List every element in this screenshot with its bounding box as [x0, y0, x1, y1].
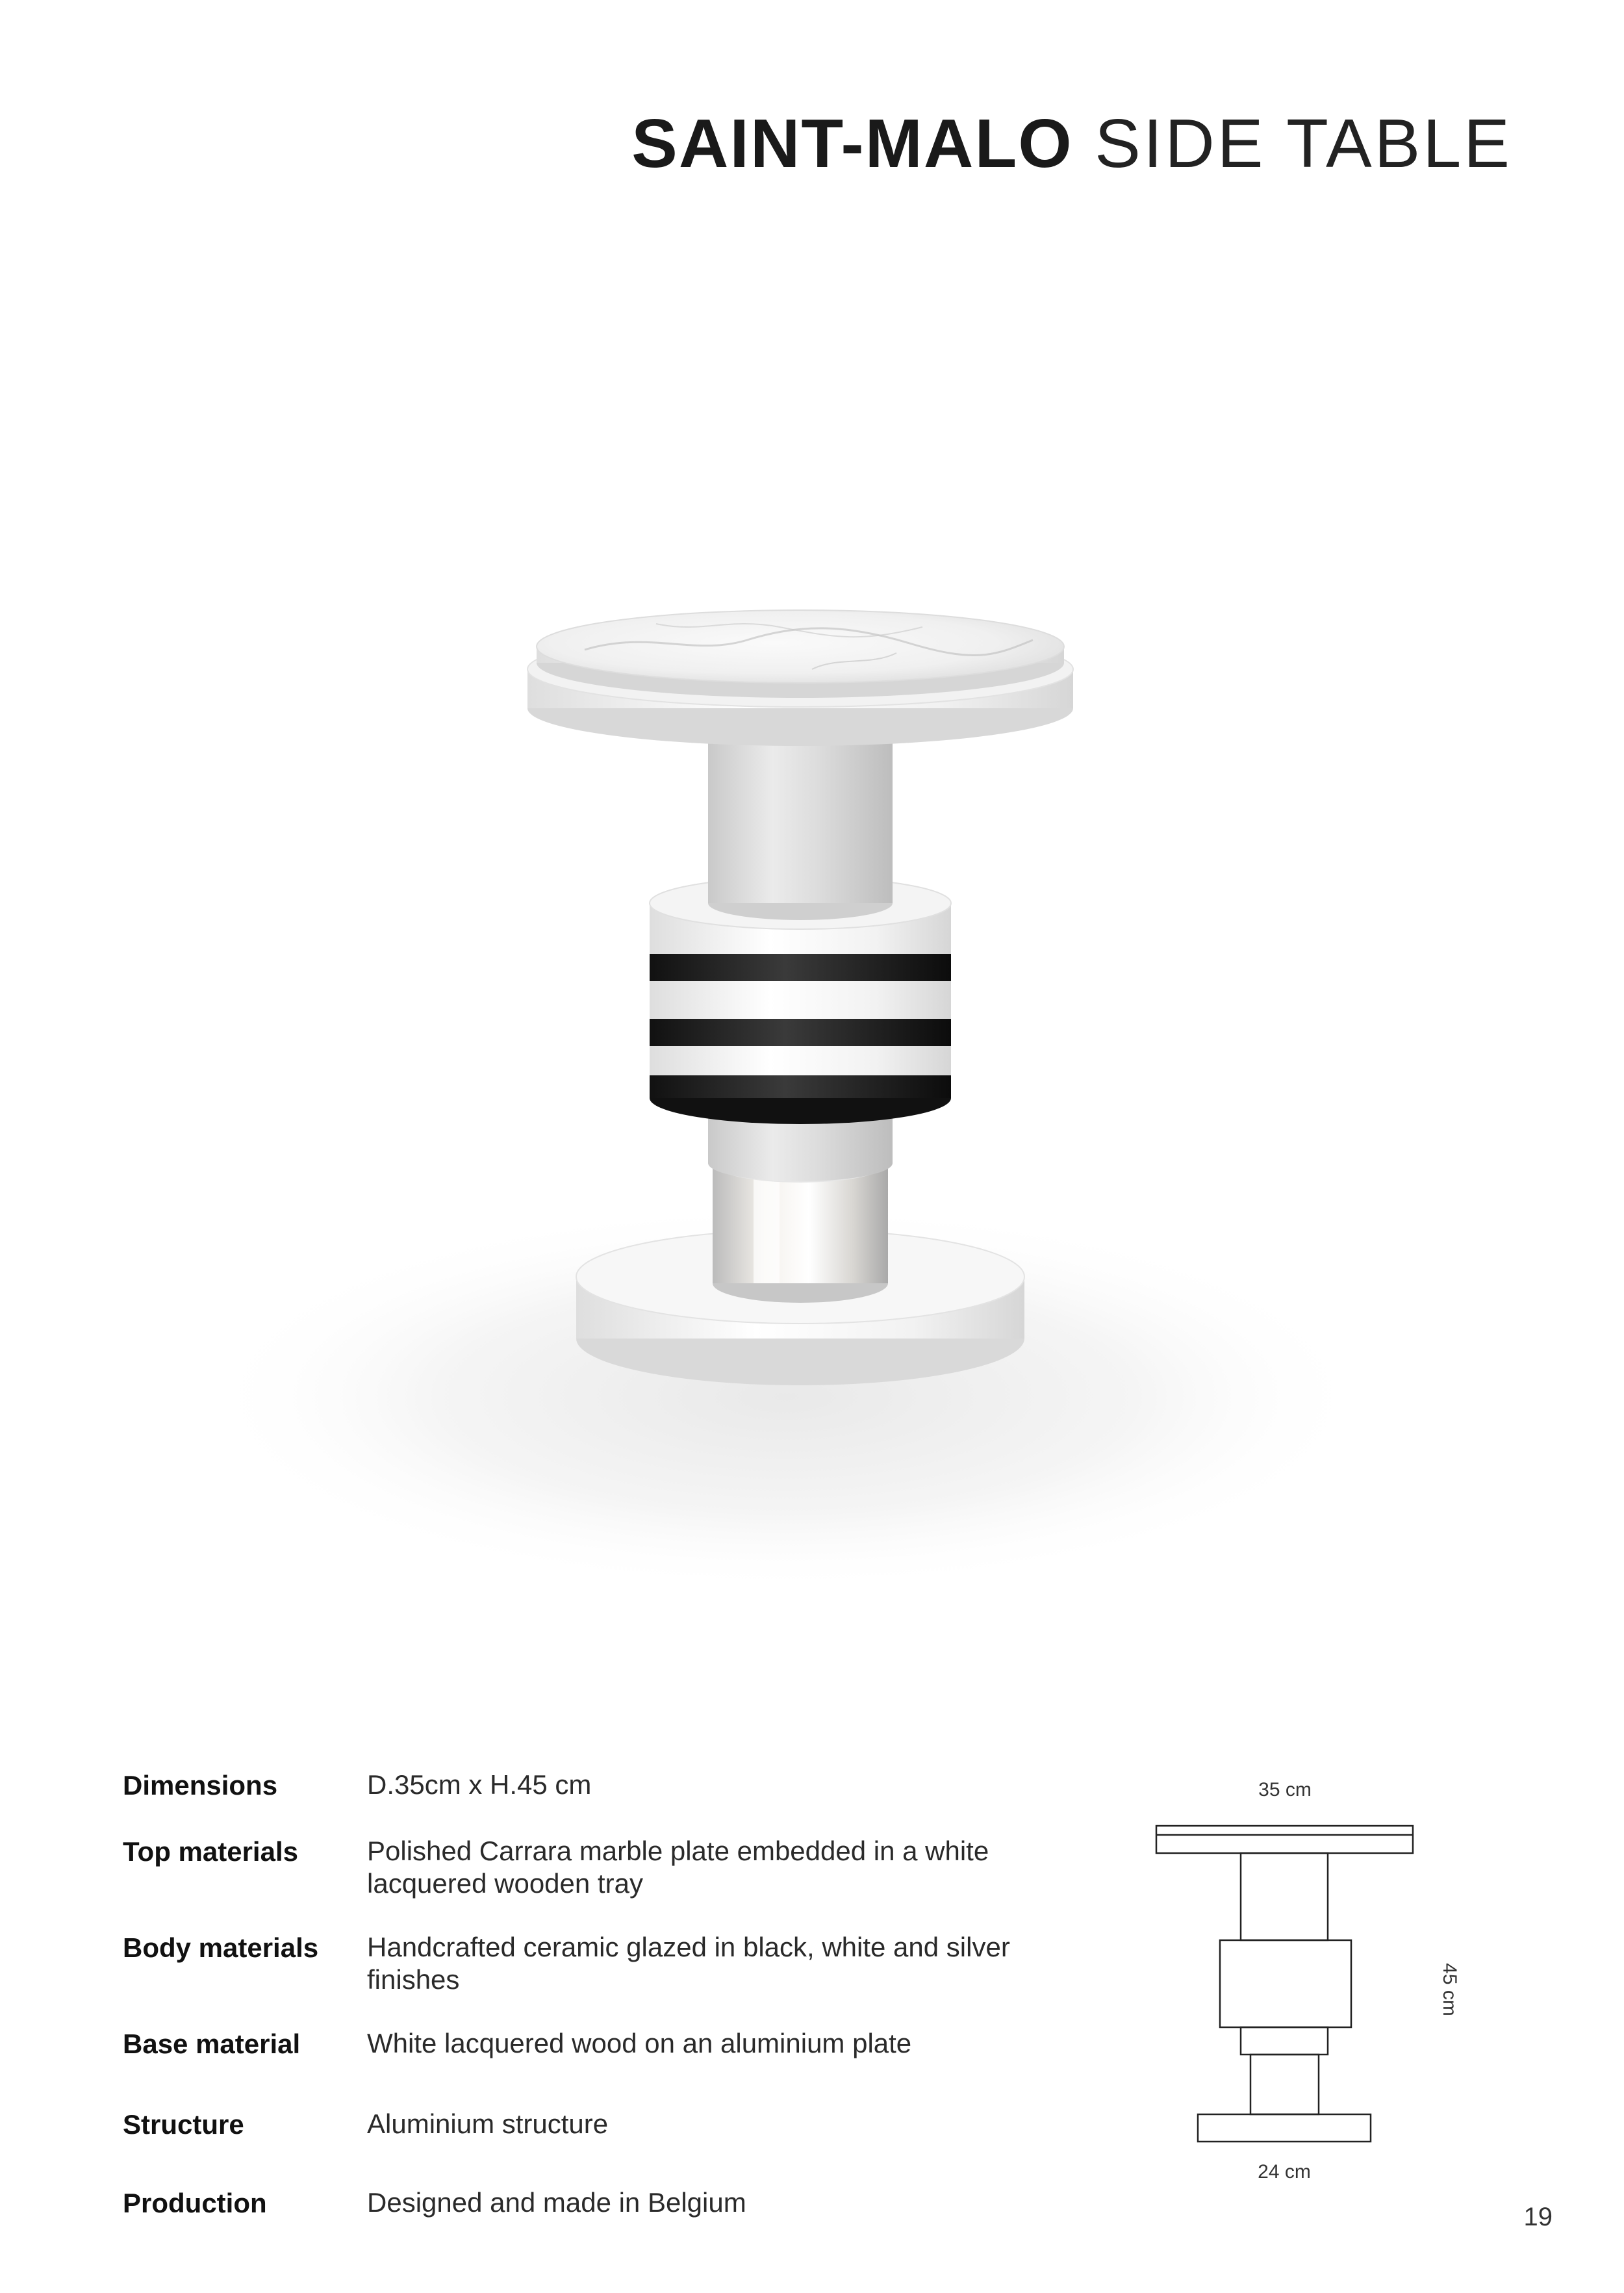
spec-value: D.35cm x H.45 cm [367, 1769, 592, 1800]
spec-label: Production [123, 2188, 267, 2218]
spec-label: Body materials [123, 1932, 319, 1963]
spec-label: Base material [123, 2029, 301, 2059]
title-product-name: SAINT-MALO [631, 105, 1073, 182]
spec-value: White lacquered wood on an aluminium plate [367, 2028, 912, 2058]
diagram-drum [1220, 1940, 1351, 2027]
spec-label: Top materials [123, 1836, 298, 1867]
spec-value: Handcrafted ceramic glazed in black, white and silver finishes [367, 1932, 1010, 1995]
diagram-base [1198, 2114, 1371, 2142]
title-product-type: SIDE TABLE [1095, 105, 1512, 182]
spec-value: Aluminium structure [367, 2108, 609, 2139]
spec-value: Designed and made in Belgium [367, 2187, 746, 2218]
diagram-collar [1241, 2027, 1328, 2055]
diagram-top-width-label: 35 cm [1258, 1779, 1312, 1800]
diagram-base-width-label: 24 cm [1258, 2161, 1311, 2183]
page-number: 19 [1523, 2203, 1553, 2231]
dimension-diagram [1143, 1754, 1507, 2183]
spec-value: Polished Carrara marble plate embedded in a white lacquered wooden tray [367, 1836, 989, 1899]
diagram-top [1156, 1826, 1413, 1853]
diagram-lower-column [1250, 2055, 1319, 2114]
diagram-upper-column [1241, 1853, 1328, 1940]
diagram-height-label: 45 cm [1439, 1963, 1460, 2016]
spec-label: Structure [123, 2109, 244, 2140]
spec-label: Dimensions [123, 1770, 278, 1800]
